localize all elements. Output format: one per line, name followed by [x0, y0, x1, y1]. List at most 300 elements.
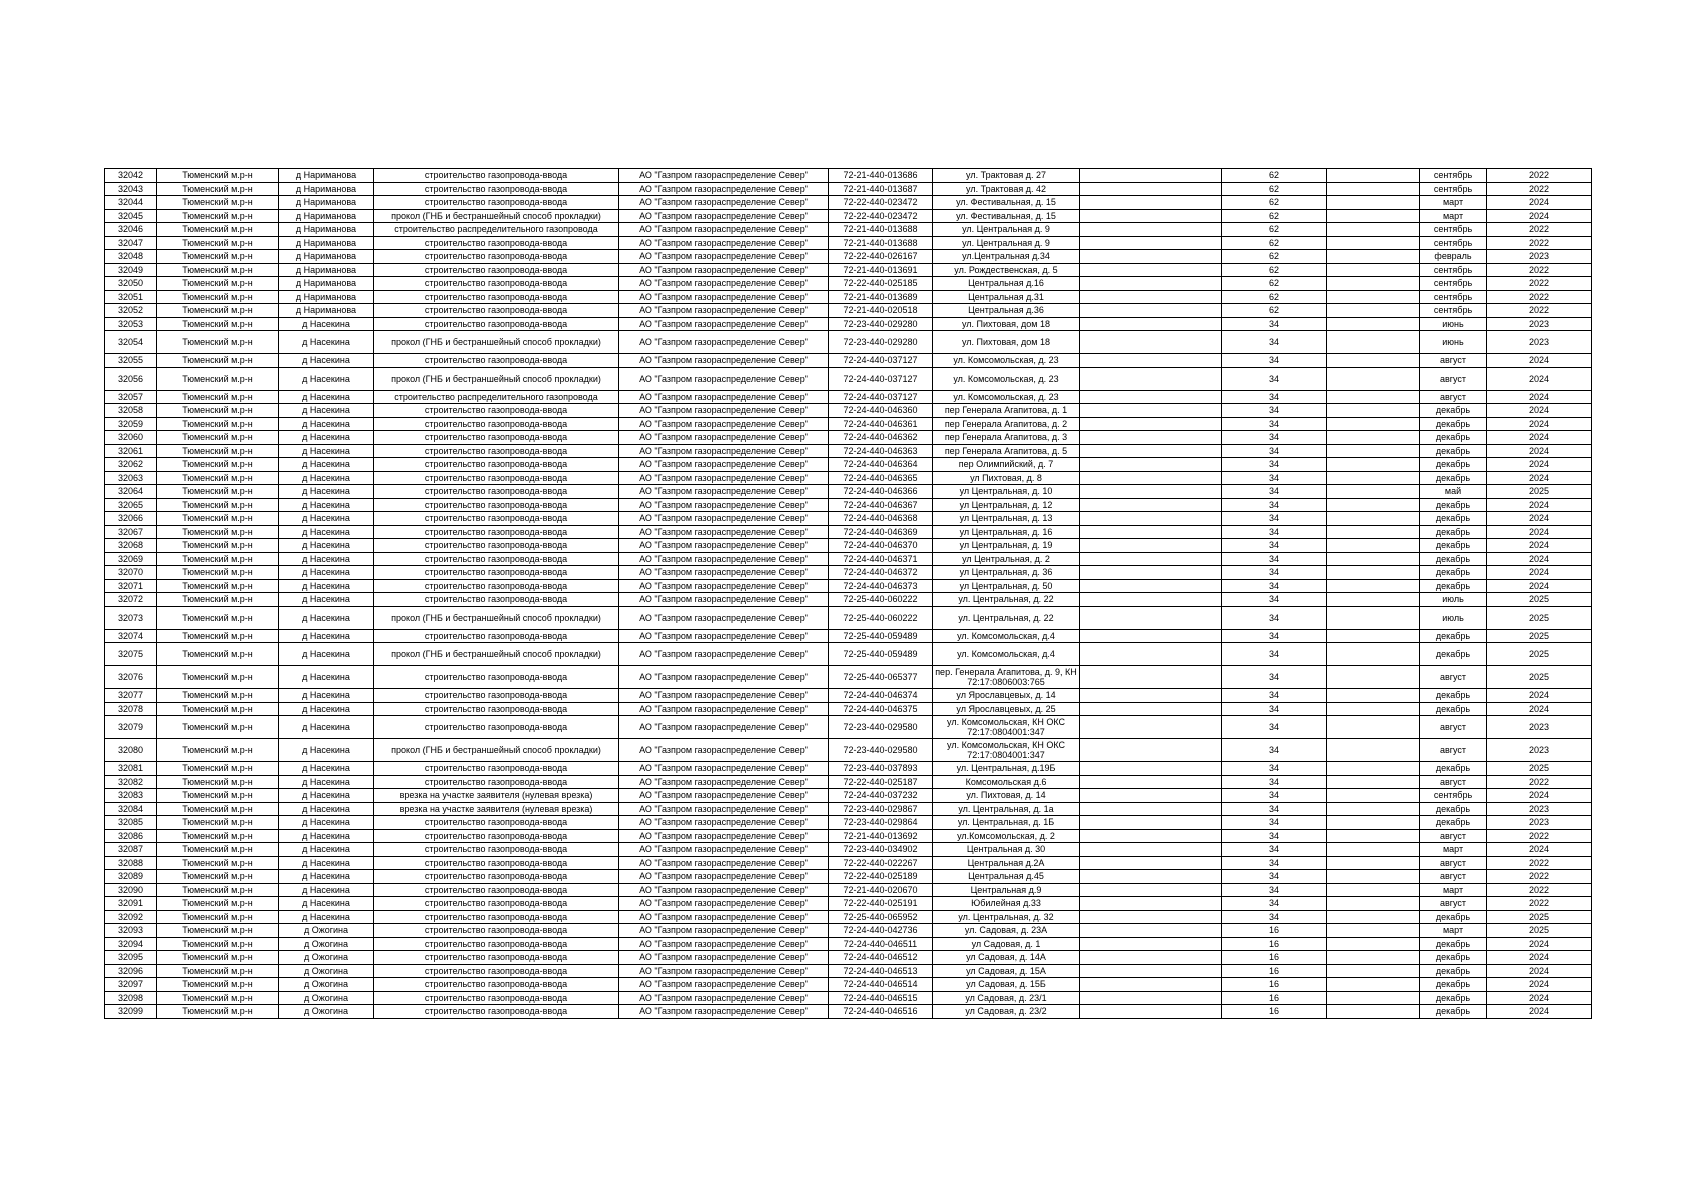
cell-address: ул. Трактовая д. 27: [933, 169, 1080, 183]
cell-application-number: 72-25-440-065952: [829, 910, 933, 924]
cell-month: сентябрь: [1420, 223, 1487, 237]
cell-organization: АО "Газпром газораспределение Север": [619, 539, 829, 553]
table-row: [105, 485, 1592, 499]
table-row: [105, 444, 1592, 458]
table-row: [105, 263, 1592, 277]
cell-blank-a: [1080, 978, 1222, 992]
table-row: [105, 802, 1592, 816]
cell-blank-b: [1327, 739, 1420, 762]
cell-district: Тюменский м.р-н: [157, 816, 279, 830]
cell-month: август: [1420, 716, 1487, 739]
cell-work-type: строительство газопровода-ввода: [374, 762, 619, 776]
cell-month: декабрь: [1420, 978, 1487, 992]
cell-application-number: 72-22-440-025191: [829, 897, 933, 911]
table-row: [105, 354, 1592, 368]
cell-value: 16: [1222, 951, 1327, 965]
cell-value: 16: [1222, 1005, 1327, 1019]
cell-settlement: д Насекина: [279, 390, 374, 404]
cell-blank-b: [1327, 762, 1420, 776]
cell-district: Тюменский м.р-н: [157, 689, 279, 703]
cell-year: 2025: [1487, 593, 1592, 607]
cell-application-number: 72-23-440-029867: [829, 802, 933, 816]
cell-work-type: строительство газопровода-ввода: [374, 431, 619, 445]
cell-application-number: 72-21-440-013687: [829, 182, 933, 196]
cell-work-type: врезка на участке заявителя (нулевая врезка): [374, 802, 619, 816]
cell-address: ул. Центральная д. 9: [933, 236, 1080, 250]
cell-month: сентябрь: [1420, 182, 1487, 196]
cell-settlement: д Насекина: [279, 444, 374, 458]
cell-value: 34: [1222, 643, 1327, 666]
cell-blank-a: [1080, 870, 1222, 884]
cell-value: 34: [1222, 883, 1327, 897]
cell-row-number: 32088: [105, 856, 157, 870]
cell-work-type: строительство газопровода-ввода: [374, 843, 619, 857]
cell-address: пер Генерала Агапитова, д. 1: [933, 404, 1080, 418]
cell-row-number: 32097: [105, 978, 157, 992]
cell-settlement: д Насекина: [279, 702, 374, 716]
cell-district: Тюменский м.р-н: [157, 317, 279, 331]
cell-organization: АО "Газпром газораспределение Север": [619, 856, 829, 870]
cell-application-number: 72-24-440-037127: [829, 367, 933, 390]
cell-blank-b: [1327, 775, 1420, 789]
cell-work-type: строительство газопровода-ввода: [374, 512, 619, 526]
cell-value: 34: [1222, 317, 1327, 331]
cell-settlement: д Нариманова: [279, 182, 374, 196]
cell-settlement: д Ожогина: [279, 951, 374, 965]
cell-district: Тюменский м.р-н: [157, 236, 279, 250]
cell-row-number: 32058: [105, 404, 157, 418]
cell-blank-a: [1080, 539, 1222, 553]
cell-value: 62: [1222, 263, 1327, 277]
cell-blank-b: [1327, 404, 1420, 418]
cell-blank-a: [1080, 579, 1222, 593]
cell-district: Тюменский м.р-н: [157, 417, 279, 431]
cell-application-number: 72-24-440-046364: [829, 458, 933, 472]
cell-blank-b: [1327, 870, 1420, 884]
cell-settlement: д Насекина: [279, 317, 374, 331]
cell-year: 2024: [1487, 431, 1592, 445]
cell-address: Центральная д.9: [933, 883, 1080, 897]
cell-application-number: 72-21-440-013691: [829, 263, 933, 277]
cell-row-number: 32073: [105, 606, 157, 629]
cell-year: 2022: [1487, 304, 1592, 318]
cell-organization: АО "Газпром газораспределение Север": [619, 843, 829, 857]
cell-settlement: д Ожогина: [279, 924, 374, 938]
cell-district: Тюменский м.р-н: [157, 716, 279, 739]
table-row: [105, 870, 1592, 884]
cell-work-type: строительство газопровода-ввода: [374, 417, 619, 431]
cell-organization: АО "Газпром газораспределение Север": [619, 444, 829, 458]
cell-year: 2022: [1487, 169, 1592, 183]
cell-value: 34: [1222, 331, 1327, 354]
cell-row-number: 32081: [105, 762, 157, 776]
cell-settlement: д Наримановa: [279, 169, 374, 183]
cell-work-type: строительство газопровода-ввода: [374, 485, 619, 499]
cell-work-type: строительство газопровода-ввода: [374, 579, 619, 593]
cell-work-type: прокол (ГНБ и бестраншейный способ прокладки): [374, 739, 619, 762]
cell-blank-b: [1327, 552, 1420, 566]
cell-row-number: 32078: [105, 702, 157, 716]
data-table: [104, 168, 1592, 1019]
cell-year: 2024: [1487, 390, 1592, 404]
cell-value: 34: [1222, 629, 1327, 643]
cell-work-type: прокол (ГНБ и бестраншейный способ прокладки): [374, 367, 619, 390]
cell-application-number: 72-24-440-037127: [829, 390, 933, 404]
cell-district: Тюменский м.р-н: [157, 263, 279, 277]
table-row: [105, 666, 1592, 689]
cell-year: 2024: [1487, 417, 1592, 431]
cell-blank-a: [1080, 404, 1222, 418]
cell-value: 34: [1222, 471, 1327, 485]
cell-row-number: 32096: [105, 964, 157, 978]
cell-application-number: 72-24-440-046516: [829, 1005, 933, 1019]
table-row: [105, 404, 1592, 418]
cell-value: 34: [1222, 829, 1327, 843]
cell-blank-b: [1327, 223, 1420, 237]
cell-address: ул. Центральная, д. 32: [933, 910, 1080, 924]
cell-application-number: 72-23-440-037893: [829, 762, 933, 776]
cell-settlement: д Насекина: [279, 606, 374, 629]
cell-application-number: 72-24-440-046360: [829, 404, 933, 418]
cell-application-number: 72-24-440-042736: [829, 924, 933, 938]
cell-value: 62: [1222, 182, 1327, 196]
cell-district: Тюменский м.р-н: [157, 775, 279, 789]
cell-month: декабрь: [1420, 991, 1487, 1005]
cell-organization: АО "Газпром газораспределение Север": [619, 512, 829, 526]
table-row: [105, 897, 1592, 911]
cell-address: ул. Трактовая д. 42: [933, 182, 1080, 196]
cell-district: Тюменский м.р-н: [157, 843, 279, 857]
cell-blank-b: [1327, 606, 1420, 629]
cell-district: Тюменский м.р-н: [157, 802, 279, 816]
table-row: [105, 829, 1592, 843]
cell-row-number: 32071: [105, 579, 157, 593]
cell-month: декабрь: [1420, 964, 1487, 978]
cell-address: ул. Центральная, д. 22: [933, 593, 1080, 607]
table-row: [105, 458, 1592, 472]
cell-month: март: [1420, 843, 1487, 857]
table-row: [105, 739, 1592, 762]
cell-application-number: 72-24-440-046370: [829, 539, 933, 553]
cell-value: 34: [1222, 606, 1327, 629]
table-row: [105, 816, 1592, 830]
cell-year: 2024: [1487, 512, 1592, 526]
cell-value: 34: [1222, 458, 1327, 472]
cell-value: 16: [1222, 991, 1327, 1005]
cell-year: 2024: [1487, 566, 1592, 580]
cell-blank-b: [1327, 354, 1420, 368]
cell-application-number: 72-22-440-023472: [829, 209, 933, 223]
cell-value: 34: [1222, 702, 1327, 716]
cell-settlement: д Насекина: [279, 883, 374, 897]
cell-value: 34: [1222, 579, 1327, 593]
cell-organization: АО "Газпром газораспределение Север": [619, 924, 829, 938]
table-row: [105, 512, 1592, 526]
cell-address: ул Центральная, д. 13: [933, 512, 1080, 526]
cell-value: 34: [1222, 354, 1327, 368]
table-row: [105, 606, 1592, 629]
table-row: [105, 789, 1592, 803]
cell-address: ул.Комсомольская, д. 2: [933, 829, 1080, 843]
cell-application-number: 72-24-440-046511: [829, 937, 933, 951]
cell-organization: АО "Газпром газораспределение Север": [619, 762, 829, 776]
cell-month: декабрь: [1420, 539, 1487, 553]
table-row: [105, 579, 1592, 593]
cell-blank-a: [1080, 317, 1222, 331]
cell-settlement: д Насекина: [279, 579, 374, 593]
cell-blank-b: [1327, 512, 1420, 526]
cell-month: август: [1420, 870, 1487, 884]
cell-row-number: 32084: [105, 802, 157, 816]
cell-work-type: строительство газопровода-ввода: [374, 196, 619, 210]
cell-application-number: 72-24-440-046363: [829, 444, 933, 458]
cell-row-number: 32083: [105, 789, 157, 803]
cell-month: август: [1420, 666, 1487, 689]
cell-blank-a: [1080, 390, 1222, 404]
cell-application-number: 72-21-440-013689: [829, 290, 933, 304]
table-row: [105, 702, 1592, 716]
cell-blank-b: [1327, 209, 1420, 223]
cell-month: декабрь: [1420, 417, 1487, 431]
cell-organization: АО "Газпром газораспределение Север": [619, 209, 829, 223]
cell-organization: АО "Газпром газораспределение Север": [619, 789, 829, 803]
cell-organization: АО "Газпром газораспределение Север": [619, 498, 829, 512]
cell-value: 34: [1222, 566, 1327, 580]
cell-address: ул. Фестивальная, д. 15: [933, 196, 1080, 210]
cell-application-number: 72-23-440-029580: [829, 716, 933, 739]
cell-application-number: 72-22-440-022267: [829, 856, 933, 870]
cell-blank-a: [1080, 843, 1222, 857]
cell-blank-b: [1327, 485, 1420, 499]
cell-blank-b: [1327, 702, 1420, 716]
cell-address: пер Генерала Агапитова, д. 2: [933, 417, 1080, 431]
cell-district: Тюменский м.р-н: [157, 498, 279, 512]
cell-value: 62: [1222, 236, 1327, 250]
cell-blank-a: [1080, 354, 1222, 368]
cell-blank-b: [1327, 843, 1420, 857]
cell-blank-b: [1327, 579, 1420, 593]
cell-work-type: строительство газопровода-ввода: [374, 856, 619, 870]
cell-application-number: 72-24-440-046361: [829, 417, 933, 431]
cell-work-type: строительство газопровода-ввода: [374, 277, 619, 291]
cell-year: 2025: [1487, 910, 1592, 924]
cell-settlement: д Насекина: [279, 458, 374, 472]
cell-month: сентябрь: [1420, 263, 1487, 277]
cell-month: август: [1420, 856, 1487, 870]
cell-blank-b: [1327, 1005, 1420, 1019]
cell-month: август: [1420, 739, 1487, 762]
cell-blank-a: [1080, 951, 1222, 965]
cell-year: 2025: [1487, 762, 1592, 776]
cell-settlement: д Насекина: [279, 512, 374, 526]
cell-blank-b: [1327, 643, 1420, 666]
cell-year: 2025: [1487, 606, 1592, 629]
cell-organization: АО "Газпром газораспределение Север": [619, 829, 829, 843]
cell-year: 2024: [1487, 964, 1592, 978]
cell-blank-a: [1080, 331, 1222, 354]
cell-value: 34: [1222, 739, 1327, 762]
cell-address: ул Садовая, д. 23/2: [933, 1005, 1080, 1019]
cell-blank-b: [1327, 629, 1420, 643]
cell-blank-a: [1080, 816, 1222, 830]
cell-organization: АО "Газпром газораспределение Север": [619, 883, 829, 897]
cell-row-number: 32076: [105, 666, 157, 689]
cell-year: 2023: [1487, 716, 1592, 739]
cell-organization: АО "Газпром газораспределение Север": [619, 964, 829, 978]
cell-work-type: строительство газопровода-ввода: [374, 829, 619, 843]
cell-application-number: 72-24-440-046366: [829, 485, 933, 499]
cell-work-type: строительство газопровода-ввода: [374, 498, 619, 512]
cell-value: 62: [1222, 209, 1327, 223]
cell-row-number: 32075: [105, 643, 157, 666]
cell-row-number: 32053: [105, 317, 157, 331]
cell-settlement: д Насекина: [279, 471, 374, 485]
cell-organization: АО "Газпром газораспределение Север": [619, 1005, 829, 1019]
cell-application-number: 72-25-440-059489: [829, 629, 933, 643]
cell-settlement: д Насекина: [279, 689, 374, 703]
cell-organization: АО "Газпром газораспределение Север": [619, 404, 829, 418]
cell-value: 34: [1222, 593, 1327, 607]
cell-row-number: 32079: [105, 716, 157, 739]
cell-row-number: 32086: [105, 829, 157, 843]
table-row: [105, 716, 1592, 739]
table-row: [105, 539, 1592, 553]
cell-settlement: д Нариманова: [279, 250, 374, 264]
cell-row-number: 32057: [105, 390, 157, 404]
cell-address: ул.Центральная д.34: [933, 250, 1080, 264]
cell-year: 2022: [1487, 182, 1592, 196]
cell-district: Тюменский м.р-н: [157, 525, 279, 539]
cell-value: 34: [1222, 444, 1327, 458]
cell-work-type: строительство газопровода-ввода: [374, 978, 619, 992]
cell-year: 2024: [1487, 843, 1592, 857]
cell-work-type: прокол (ГНБ и бестраншейный способ прокладки): [374, 643, 619, 666]
cell-organization: АО "Газпром газораспределение Север": [619, 666, 829, 689]
cell-application-number: 72-24-440-046515: [829, 991, 933, 1005]
cell-value: 34: [1222, 789, 1327, 803]
cell-month: декабрь: [1420, 566, 1487, 580]
cell-blank-b: [1327, 317, 1420, 331]
cell-year: 2024: [1487, 702, 1592, 716]
cell-address: ул. Комсомольская, КН ОКС 72:17:0804001:347: [933, 716, 1080, 739]
cell-month: сентябрь: [1420, 304, 1487, 318]
cell-month: август: [1420, 829, 1487, 843]
cell-month: декабрь: [1420, 762, 1487, 776]
cell-month: сентябрь: [1420, 290, 1487, 304]
cell-application-number: 72-24-440-046514: [829, 978, 933, 992]
cell-address: ул Садовая, д. 15Б: [933, 978, 1080, 992]
cell-settlement: д Ожогина: [279, 991, 374, 1005]
cell-value: 34: [1222, 367, 1327, 390]
cell-year: 2022: [1487, 775, 1592, 789]
cell-organization: АО "Газпром газораспределение Север": [619, 331, 829, 354]
table-row: [105, 910, 1592, 924]
cell-value: 62: [1222, 277, 1327, 291]
cell-value: 34: [1222, 689, 1327, 703]
cell-month: июнь: [1420, 331, 1487, 354]
cell-work-type: строительство газопровода-ввода: [374, 444, 619, 458]
cell-month: март: [1420, 924, 1487, 938]
cell-settlement: д Насекина: [279, 354, 374, 368]
cell-row-number: 32060: [105, 431, 157, 445]
cell-settlement: д Насекина: [279, 331, 374, 354]
cell-district: Тюменский м.р-н: [157, 512, 279, 526]
cell-value: 34: [1222, 525, 1327, 539]
cell-year: 2023: [1487, 816, 1592, 830]
cell-address: ул. Центральная, д. 1а: [933, 802, 1080, 816]
table-row: [105, 169, 1592, 183]
cell-value: 62: [1222, 250, 1327, 264]
cell-year: 2023: [1487, 250, 1592, 264]
cell-address: ул Центральная, д. 19: [933, 539, 1080, 553]
cell-organization: АО "Газпром газораспределение Север": [619, 182, 829, 196]
cell-district: Тюменский м.р-н: [157, 471, 279, 485]
cell-address: ул. Пихтовая, дом 18: [933, 317, 1080, 331]
cell-row-number: 32056: [105, 367, 157, 390]
cell-district: Тюменский м.р-н: [157, 367, 279, 390]
cell-address: Юбилейная д.33: [933, 897, 1080, 911]
cell-month: декабрь: [1420, 444, 1487, 458]
cell-row-number: 32066: [105, 512, 157, 526]
cell-year: 2024: [1487, 354, 1592, 368]
cell-year: 2024: [1487, 404, 1592, 418]
cell-application-number: 72-22-440-025185: [829, 277, 933, 291]
cell-application-number: 72-22-440-023472: [829, 196, 933, 210]
cell-settlement: д Насекина: [279, 802, 374, 816]
cell-organization: АО "Газпром газораспределение Север": [619, 223, 829, 237]
cell-settlement: д Насекина: [279, 431, 374, 445]
cell-settlement: д Насекина: [279, 404, 374, 418]
cell-value: 34: [1222, 870, 1327, 884]
cell-organization: АО "Газпром газораспределение Север": [619, 716, 829, 739]
cell-district: Тюменский м.р-н: [157, 182, 279, 196]
cell-blank-a: [1080, 485, 1222, 499]
cell-address: Центральная д.2А: [933, 856, 1080, 870]
cell-value: 34: [1222, 485, 1327, 499]
cell-year: 2022: [1487, 856, 1592, 870]
cell-address: ул. Пихтовая, д. 14: [933, 789, 1080, 803]
cell-organization: АО "Газпром газораспределение Север": [619, 579, 829, 593]
cell-month: июнь: [1420, 317, 1487, 331]
cell-application-number: 72-21-440-013686: [829, 169, 933, 183]
cell-year: 2022: [1487, 897, 1592, 911]
cell-district: Тюменский м.р-н: [157, 209, 279, 223]
cell-application-number: 72-22-440-025187: [829, 775, 933, 789]
cell-organization: АО "Газпром газораспределение Север": [619, 937, 829, 951]
cell-row-number: 32064: [105, 485, 157, 499]
table-row: [105, 331, 1592, 354]
table-row: [105, 223, 1592, 237]
cell-blank-a: [1080, 458, 1222, 472]
cell-month: декабрь: [1420, 431, 1487, 445]
cell-settlement: д Нариманова: [279, 304, 374, 318]
cell-blank-a: [1080, 775, 1222, 789]
cell-value: 34: [1222, 856, 1327, 870]
cell-application-number: 72-23-440-029280: [829, 331, 933, 354]
cell-application-number: 72-24-440-046362: [829, 431, 933, 445]
cell-blank-a: [1080, 471, 1222, 485]
cell-row-number: 32092: [105, 910, 157, 924]
cell-work-type: строительство газопровода-ввода: [374, 775, 619, 789]
cell-work-type: строительство распределительного газопровода: [374, 390, 619, 404]
cell-work-type: строительство газопровода-ввода: [374, 182, 619, 196]
cell-row-number: 32093: [105, 924, 157, 938]
cell-year: 2023: [1487, 802, 1592, 816]
cell-month: декабрь: [1420, 498, 1487, 512]
cell-application-number: 72-21-440-013688: [829, 223, 933, 237]
cell-application-number: 72-23-440-034902: [829, 843, 933, 857]
cell-application-number: 72-24-440-037127: [829, 354, 933, 368]
